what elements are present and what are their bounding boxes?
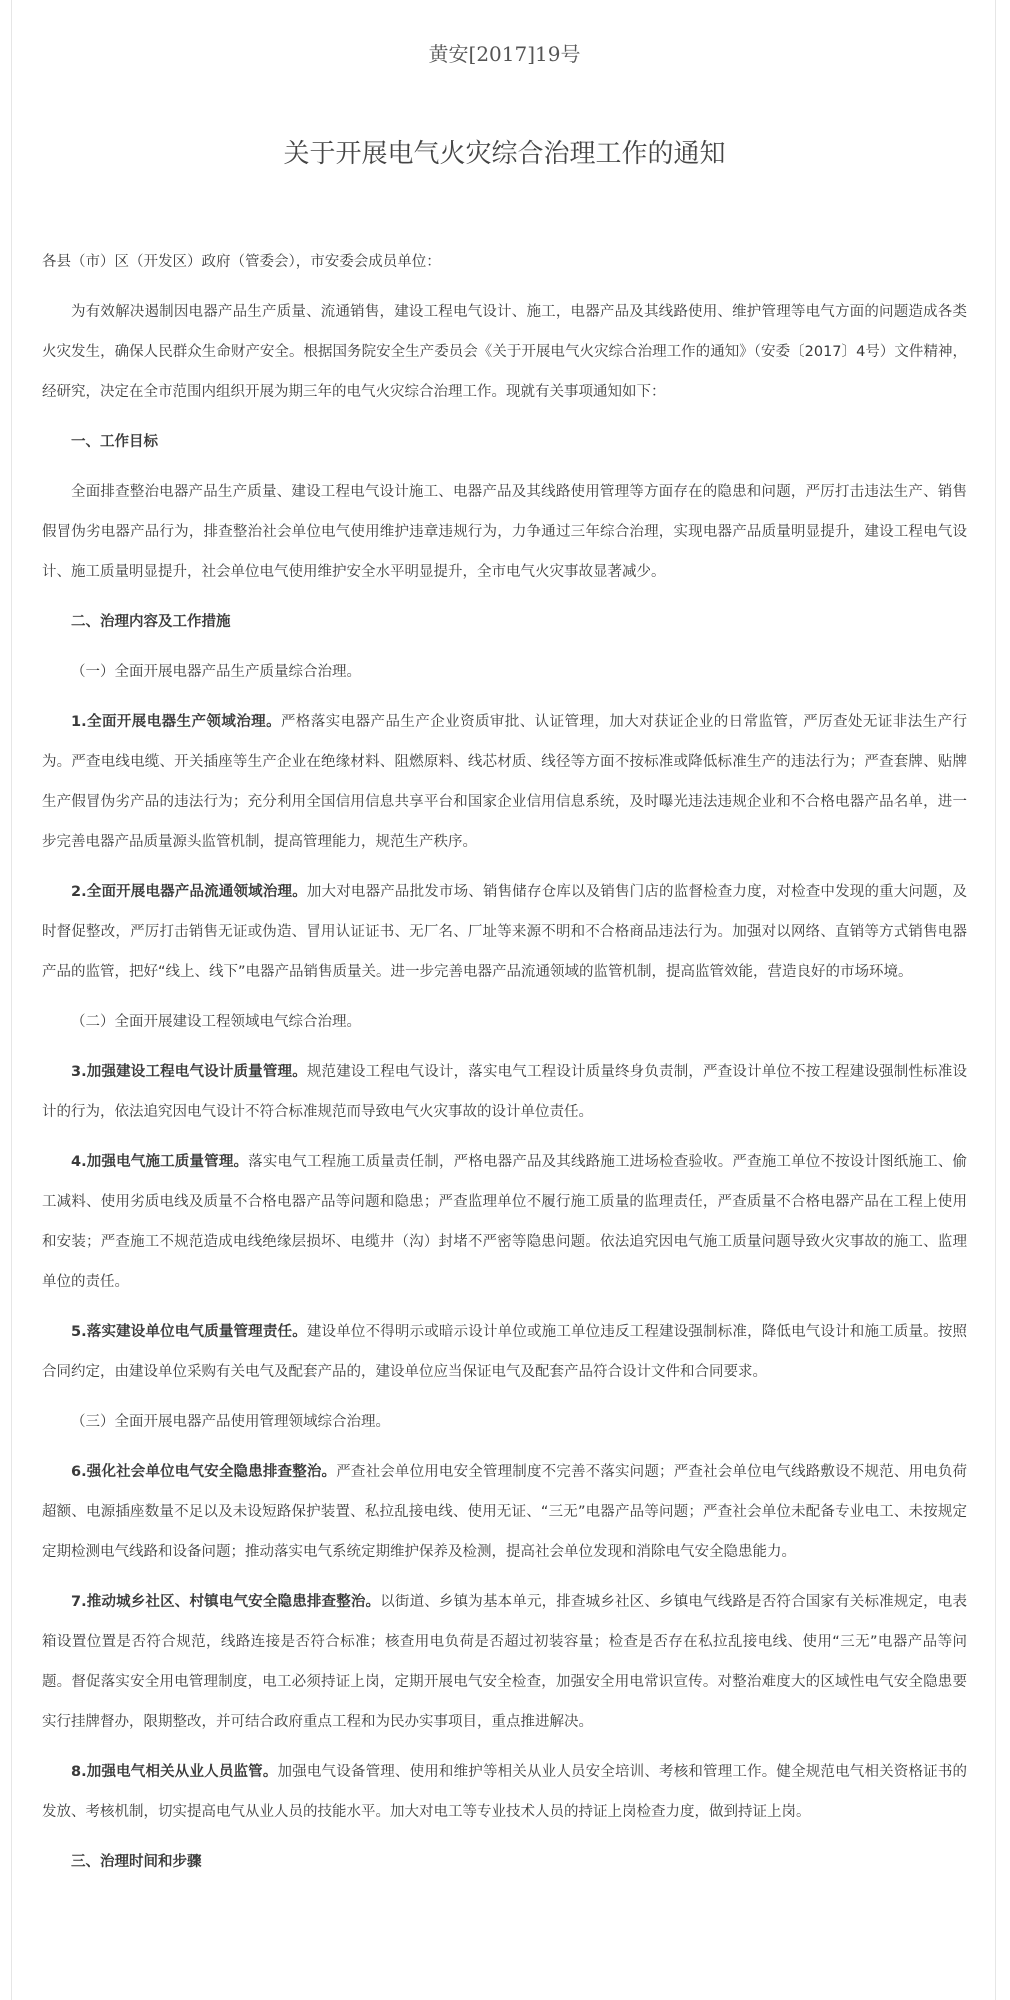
intro-paragraph: 为有效解决遏制因电器产品生产质量、流通销售，建设工程电气设计、施工，电器产品及其线路使用、维护管理等电气方面的问题造成各类火灾发生，确保人民群众生命财产安全。根据国务院安全生产委员会《关于开展电气火灾综合治理工作的通知》（安委〔2017〕4号）文件精神，经研究，决定在全市范围内组织开展为期三年的电气火灾综合治理工作。现就有关事项通知如下： [42, 304, 967, 400]
section-heading-measures: 二、治理内容及工作措施 [71, 614, 231, 630]
section-heading-schedule: 三、治理时间和步骤 [71, 1854, 202, 1870]
item-lead-6: 6.强化社会单位电气安全隐患排查整治。 [71, 1464, 337, 1480]
item-text-3: 规范建设工程电气设计，落实电气工程设计质量终身负责制，严查设计单位不按工程建设强制性标准设计的行为，依法追究因电气设计不符合标准规范而导致电气火灾事故的设计单位责任。 [42, 1064, 967, 1120]
item-lead-5: 5.落实建设单位电气质量管理责任。 [71, 1324, 307, 1340]
salutation: 各县（市）区（开发区）政府（管委会），市安委会成员单位： [42, 254, 441, 270]
item-paragraph-2 [42, 872, 967, 992]
section-heading-goals: 一、工作目标 [71, 434, 158, 450]
document-body [42, 242, 967, 1892]
item-paragraph-4 [42, 1142, 967, 1302]
item-text-8: 加强电气设备管理、使用和维护等相关从业人员安全培训、考核和管理工作。健全规范电气相关资格证书的发放、考核机制，切实提高电气从业人员的技能水平。加大对电工等专业技术人员的持证上岗检查力度，做到持证上岗。 [42, 1764, 967, 1820]
item-text-6: 严查社会单位用电安全管理制度不完善不落实问题；严查社会单位电气线路敷设不规范、用电负荷超额、电源插座数量不足以及未设短路保护装置、私拉乱接电线、使用无证、“三无”电器产品等问题；严查社会单位未配备专业电工、未按规定定期检测电气线路和设备问题；推动落实电气系统定期维护保养及检测，提高社会单位发现和消除电气安全隐患能力。 [42, 1464, 967, 1560]
document-number: 黄安[2017]19号 [428, 42, 581, 66]
item-lead-3: 3.加强建设工程电气设计质量管理。 [71, 1064, 307, 1080]
item-lead-7: 7.推动城乡社区、村镇电气安全隐患排查整治。 [71, 1594, 381, 1610]
item-lead-4: 4.加强电气施工质量管理。 [71, 1154, 249, 1170]
item-text-2: 加大对电器产品批发市场、销售储存仓库以及销售门店的监督检查力度，对检查中发现的重大问题，及时督促整改，严厉打击销售无证或伪造、冒用认证证书、无厂名、厂址等来源不明和不合格商品违法行为。加强对以网络、直销等方式销售电器产品的监管，把好“线上、线下”电器产品销售质量关。进一步完善电器产品流通领域的监管机制，提高监管效能，营造良好的市场环境。 [42, 884, 967, 980]
item-paragraph-3 [42, 1052, 967, 1132]
goals-paragraph: 全面排查整治电器产品生产质量、建设工程电气设计施工、电器产品及其线路使用管理等方面存在的隐患和问题，严厉打击违法生产、销售假冒伪劣电器产品行为，排查整治社会单位电气使用维护违章违规行为，力争通过三年综合治理，实现电器产品质量明显提升，建设工程电气设计、施工质量明显提升，社会单位电气使用维护安全水平明显提升，全市电气火灾事故显著减少。 [42, 484, 967, 580]
subsection-construction: （二）全面开展建设工程领域电气综合治理。 [71, 1014, 361, 1030]
item-text-1: 严格落实电器产品生产企业资质审批、认证管理，加大对获证企业的日常监管，严厉查处无证非法生产行为。严查电线电缆、开关插座等生产企业在绝缘材料、阻燃原料、线芯材质、线径等方面不按标准或降低标准生产的违法行为；严查套牌、贴牌生产假冒伪劣产品的违法行为；充分利用全国信用信息共享平台和国家企业信用信息系统，及时曝光违法违规企业和不合格电器产品名单，进一步完善电器产品质量源头监管机制，提高管理能力，规范生产秩序。 [42, 714, 967, 850]
item-paragraph-8 [42, 1752, 967, 1832]
item-lead-8: 8.加强电气相关从业人员监管。 [71, 1764, 278, 1780]
subsection-usage: （三）全面开展电器产品使用管理领域综合治理。 [71, 1414, 390, 1430]
item-text-4: 落实电气工程施工质量责任制，严格电器产品及其线路施工进场检查验收。严查施工单位不按设计图纸施工、偷工减料、使用劣质电线及质量不合格电器产品等问题和隐患；严查监理单位不履行施工质量的监理责任，严查质量不合格电器产品在工程上使用和安装；严查施工不规范造成电线绝缘层损坏、电缆井（沟）封堵不严密等隐患问题。依法追究因电气施工质量问题导致火灾事故的施工、监理单位的责任。 [42, 1154, 967, 1290]
document-title: 关于开展电气火灾综合治理工作的通知 [283, 139, 726, 169]
item-lead-2: 2.全面开展电器产品流通领域治理。 [71, 884, 307, 900]
item-text-5: 建设单位不得明示或暗示设计单位或施工单位违反工程建设强制标准，降低电气设计和施工质量。按照合同约定，由建设单位采购有关电气及配套产品的，建设单位应当保证电气及配套产品符合设计文件和合同要求。 [42, 1324, 967, 1380]
document-page [11, 0, 996, 2000]
item-paragraph-5 [42, 1312, 967, 1392]
item-paragraph-6 [42, 1452, 967, 1572]
item-paragraph-1 [42, 702, 967, 862]
item-text-7: 以街道、乡镇为基本单元，排查城乡社区、乡镇电气线路是否符合国家有关标准规定，电表箱设置位置是否符合规范，线路连接是否符合标准；核查用电负荷是否超过初装容量；检查是否存在私拉乱接电线、使用“三无”电器产品等问题。督促落实安全用电管理制度，电工必须持证上岗，定期开展电气安全检查，加强安全用电常识宣传。对整治难度大的区域性电气安全隐患要实行挂牌督办，限期整改，并可结合政府重点工程和为民办实事项目，重点推进解决。 [42, 1594, 967, 1730]
subsection-production: （一）全面开展电器产品生产质量综合治理。 [71, 664, 361, 680]
item-lead-1: 1.全面开展电器生产领域治理。 [71, 714, 282, 730]
item-paragraph-7 [42, 1582, 967, 1742]
